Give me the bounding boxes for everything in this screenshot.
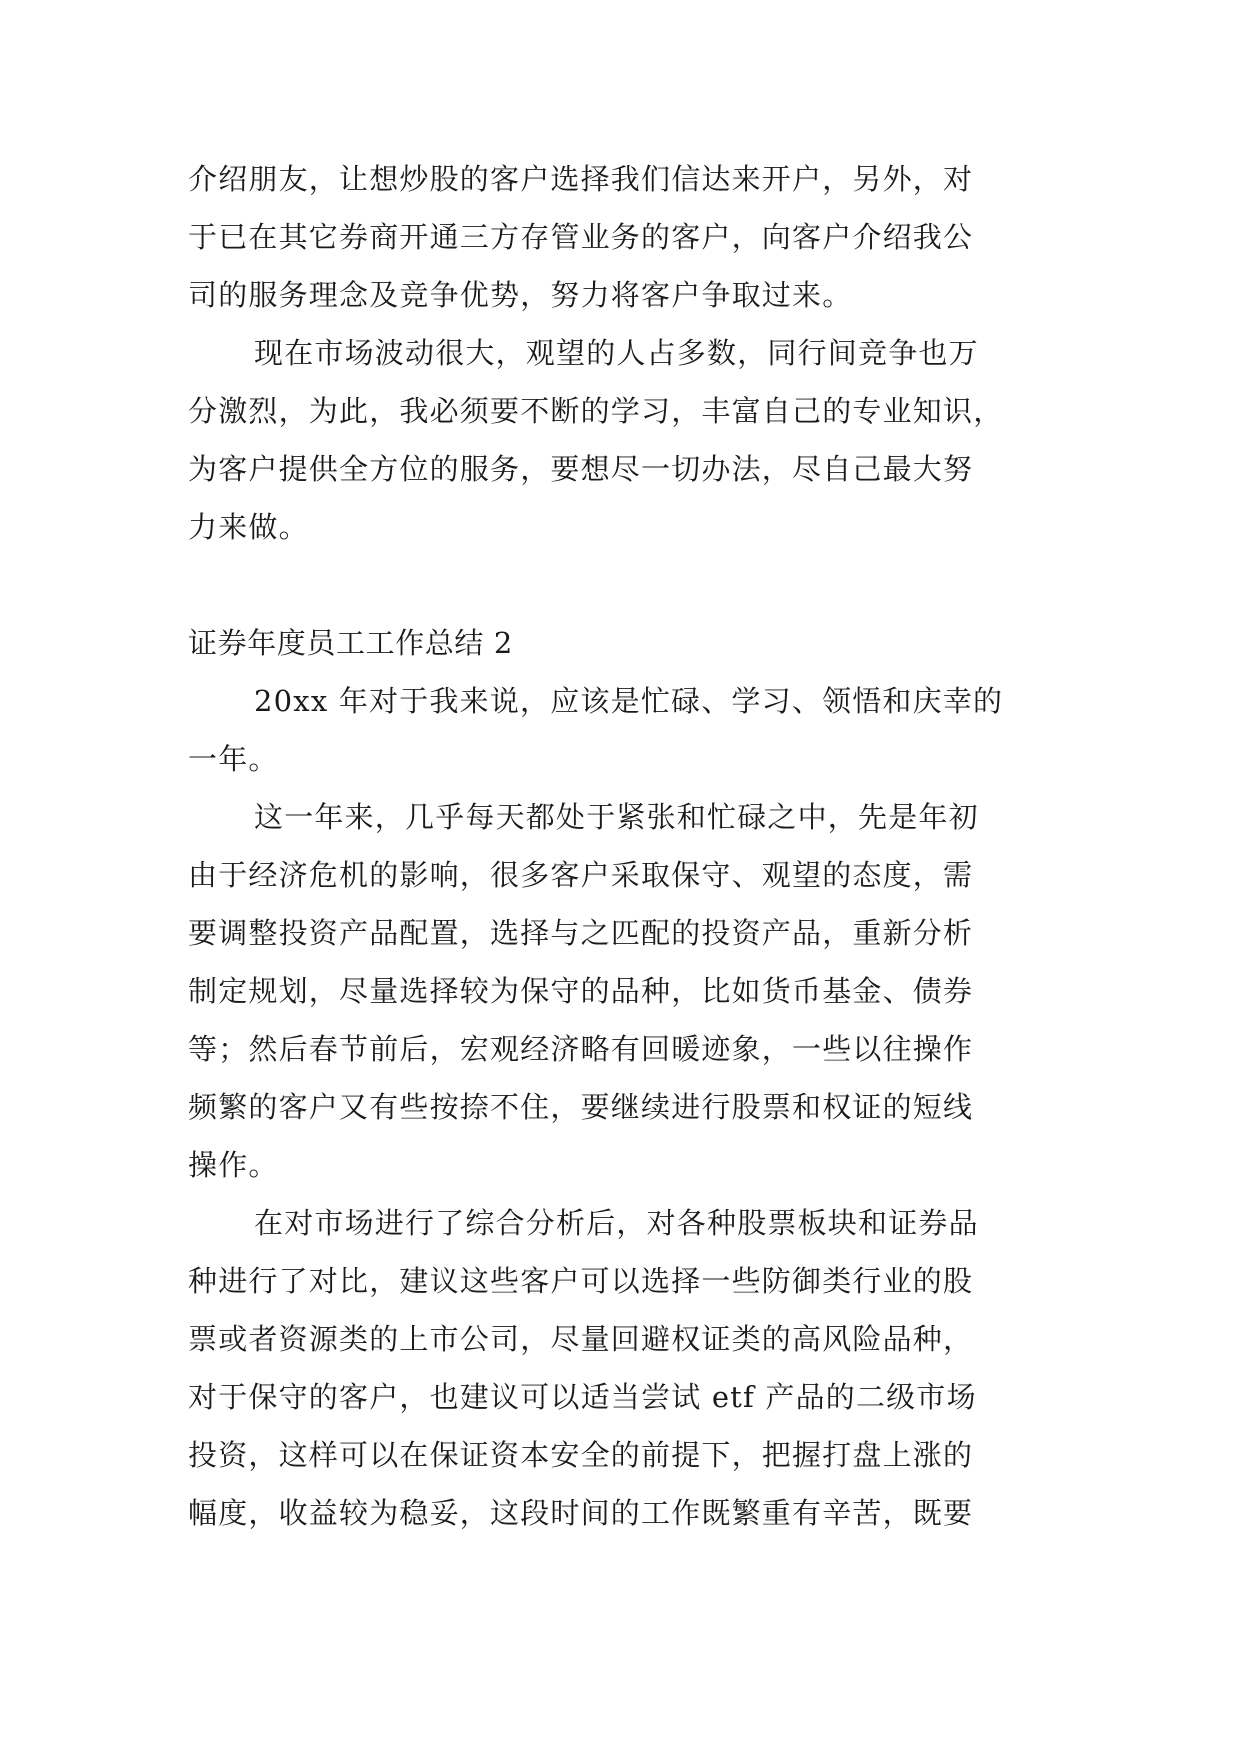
text-line: 介绍朋友，让想炒股的客户选择我们信达来开户，另外，对	[188, 162, 974, 196]
text-line: 这一年来，几乎每天都处于紧张和忙碌之中，先是年初	[254, 800, 979, 834]
text-line: 分激烈，为此，我必须要不断的学习，丰富自己的专业知识，	[188, 394, 1004, 428]
text-line: 频繁的客户又有些按捺不住，要继续进行股票和权证的短线	[188, 1090, 974, 1124]
text-line: 幅度，收益较为稳妥，这段时间的工作既繁重有辛苦，既要	[188, 1496, 974, 1530]
paragraph-busy-year	[188, 788, 1056, 1194]
text-line: 司的服务理念及竞争优势，努力将客户争取过来。	[188, 278, 853, 312]
text-line: 等；然后春节前后，宏观经济略有回暖迹象，一些以往操作	[188, 1032, 974, 1066]
paragraph-analysis	[188, 1194, 1056, 1542]
text-line: 由于经济危机的影响，很多客户采取保守、观望的态度，需	[188, 858, 974, 892]
paragraph-intro-continuation	[188, 150, 1056, 324]
blank-line	[188, 556, 1056, 614]
paragraph-year-summary	[188, 672, 1056, 788]
document-body	[188, 150, 1056, 1542]
text-line: 为客户提供全方位的服务，要想尽一切办法，尽自己最大努	[188, 452, 974, 486]
section-heading: 证券年度员工工作总结 2	[188, 626, 513, 660]
text-line: 对于保守的客户，也建议可以适当尝试 etf 产品的二级市场	[188, 1380, 977, 1414]
text-line: 于已在其它券商开通三方存管业务的客户，向客户介绍我公	[188, 220, 974, 254]
text-line: 力来做。	[188, 510, 309, 544]
text-line: 20xx 年对于我来说，应该是忙碌、学习、领悟和庆幸的	[254, 684, 1004, 718]
text-line: 操作。	[188, 1148, 279, 1182]
text-line: 要调整投资产品配置，选择与之匹配的投资产品，重新分析	[188, 916, 974, 950]
text-line: 一年。	[188, 742, 279, 776]
text-line: 投资，这样可以在保证资本安全的前提下，把握打盘上涨的	[188, 1438, 974, 1472]
text-line: 在对市场进行了综合分析后，对各种股票板块和证券品	[254, 1206, 979, 1240]
paragraph-market	[188, 324, 1056, 556]
text-line: 现在市场波动很大，观望的人占多数，同行间竞争也万	[254, 336, 979, 370]
text-line: 票或者资源类的上市公司，尽量回避权证类的高风险品种，	[188, 1322, 974, 1356]
text-line: 种进行了对比，建议这些客户可以选择一些防御类行业的股	[188, 1264, 974, 1298]
text-line: 制定规划，尽量选择较为保守的品种，比如货币基金、债券	[188, 974, 974, 1008]
